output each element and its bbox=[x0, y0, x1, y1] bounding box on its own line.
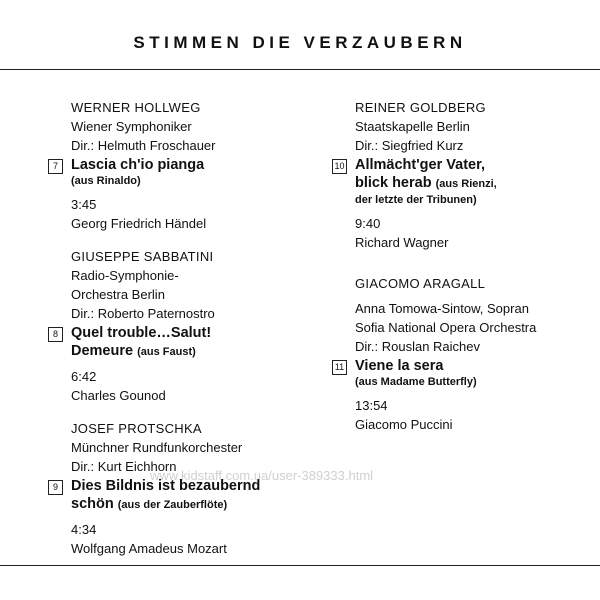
song-title: Dies Bildnis ist bezaubernd bbox=[71, 478, 261, 494]
track-entry-9 bbox=[48, 419, 318, 558]
conductor-line: Dir.: Roberto Paternostro bbox=[71, 306, 215, 321]
song-title: Viene la sera bbox=[355, 358, 444, 374]
track-entry-10 bbox=[332, 98, 594, 252]
song-block bbox=[48, 156, 318, 189]
bottom-rule bbox=[0, 565, 600, 566]
conductor-line: Dir.: Helmuth Froschauer bbox=[71, 138, 216, 153]
track-number: 10 bbox=[332, 159, 347, 174]
song-source: (aus Faust) bbox=[137, 346, 196, 358]
singer-name: GIUSEPPE SABBATINI bbox=[71, 249, 214, 264]
soloist-line: Anna Tomowa-Sintow, Sopran bbox=[355, 301, 529, 316]
orchestra-line: Staatskapelle Berlin bbox=[355, 119, 470, 134]
singer-name: GIACOMO ARAGALL bbox=[355, 276, 486, 291]
song-source: (aus Madame Butterfly) bbox=[355, 376, 477, 388]
conductor-line: Dir.: Kurt Eichhorn bbox=[71, 459, 177, 474]
track-number: 9 bbox=[48, 480, 63, 495]
song-block bbox=[48, 324, 318, 361]
duration: 9:40 bbox=[355, 216, 381, 231]
composer: Charles Gounod bbox=[71, 388, 166, 403]
orchestra-line: Radio-Symphonie- bbox=[71, 268, 179, 283]
song-title-cont: Demeure (aus Faust) bbox=[71, 343, 196, 359]
page-title: STIMMEN DIE VERZAUBERN bbox=[133, 33, 467, 52]
track-number: 8 bbox=[48, 327, 63, 342]
top-rule bbox=[0, 69, 600, 70]
conductor-line: Dir.: Siegfried Kurz bbox=[355, 138, 464, 153]
track-number: 11 bbox=[332, 360, 347, 375]
track-entry-7 bbox=[48, 98, 318, 233]
duration: 13:54 bbox=[355, 398, 388, 413]
right-column bbox=[332, 98, 594, 448]
orchestra-line: Wiener Symphoniker bbox=[71, 119, 192, 134]
song-source-cont: der letzte der Tribunen) bbox=[355, 194, 477, 206]
singer-name: JOSEF PROTSCHKA bbox=[71, 421, 202, 436]
orchestra-line: Münchner Rundfunkorchester bbox=[71, 440, 243, 455]
song-block bbox=[332, 357, 594, 390]
composer: Giacomo Puccini bbox=[355, 417, 453, 432]
song-title: Allmächt'ger Vater, bbox=[355, 157, 485, 173]
duration: 6:42 bbox=[71, 369, 97, 384]
singer-name: REINER GOLDBERG bbox=[355, 100, 486, 115]
song-source: (aus Rinaldo) bbox=[71, 175, 141, 187]
song-title-cont: blick herab (aus Rienzi, bbox=[355, 175, 497, 191]
watermark: www.kidstaff.com.ua/user-389333.html bbox=[150, 468, 374, 483]
track-number: 7 bbox=[48, 159, 63, 174]
duration: 3:45 bbox=[71, 197, 97, 212]
duration: 4:34 bbox=[71, 522, 97, 537]
left-column bbox=[48, 98, 318, 572]
conductor-line: Dir.: Rouslan Raichev bbox=[355, 339, 480, 354]
song-title: Quel trouble…Salut! bbox=[71, 325, 212, 341]
singer-name: WERNER HOLLWEG bbox=[71, 100, 201, 115]
orchestra-line: Orchestra Berlin bbox=[71, 287, 165, 302]
track-entry-8 bbox=[48, 247, 318, 405]
song-title: Lascia ch'io pianga bbox=[71, 157, 205, 173]
orchestra-line: Sofia National Opera Orchestra bbox=[355, 320, 537, 335]
composer: Georg Friedrich Händel bbox=[71, 216, 207, 231]
song-block bbox=[332, 156, 594, 208]
composer: Wolfgang Amadeus Mozart bbox=[71, 541, 227, 556]
song-source: (aus Rienzi, bbox=[435, 178, 497, 190]
composer: Richard Wagner bbox=[355, 235, 449, 250]
song-title-cont: schön (aus der Zauberflöte) bbox=[71, 496, 228, 512]
track-entry-11 bbox=[332, 274, 594, 434]
song-source: (aus der Zauberflöte) bbox=[117, 499, 228, 511]
